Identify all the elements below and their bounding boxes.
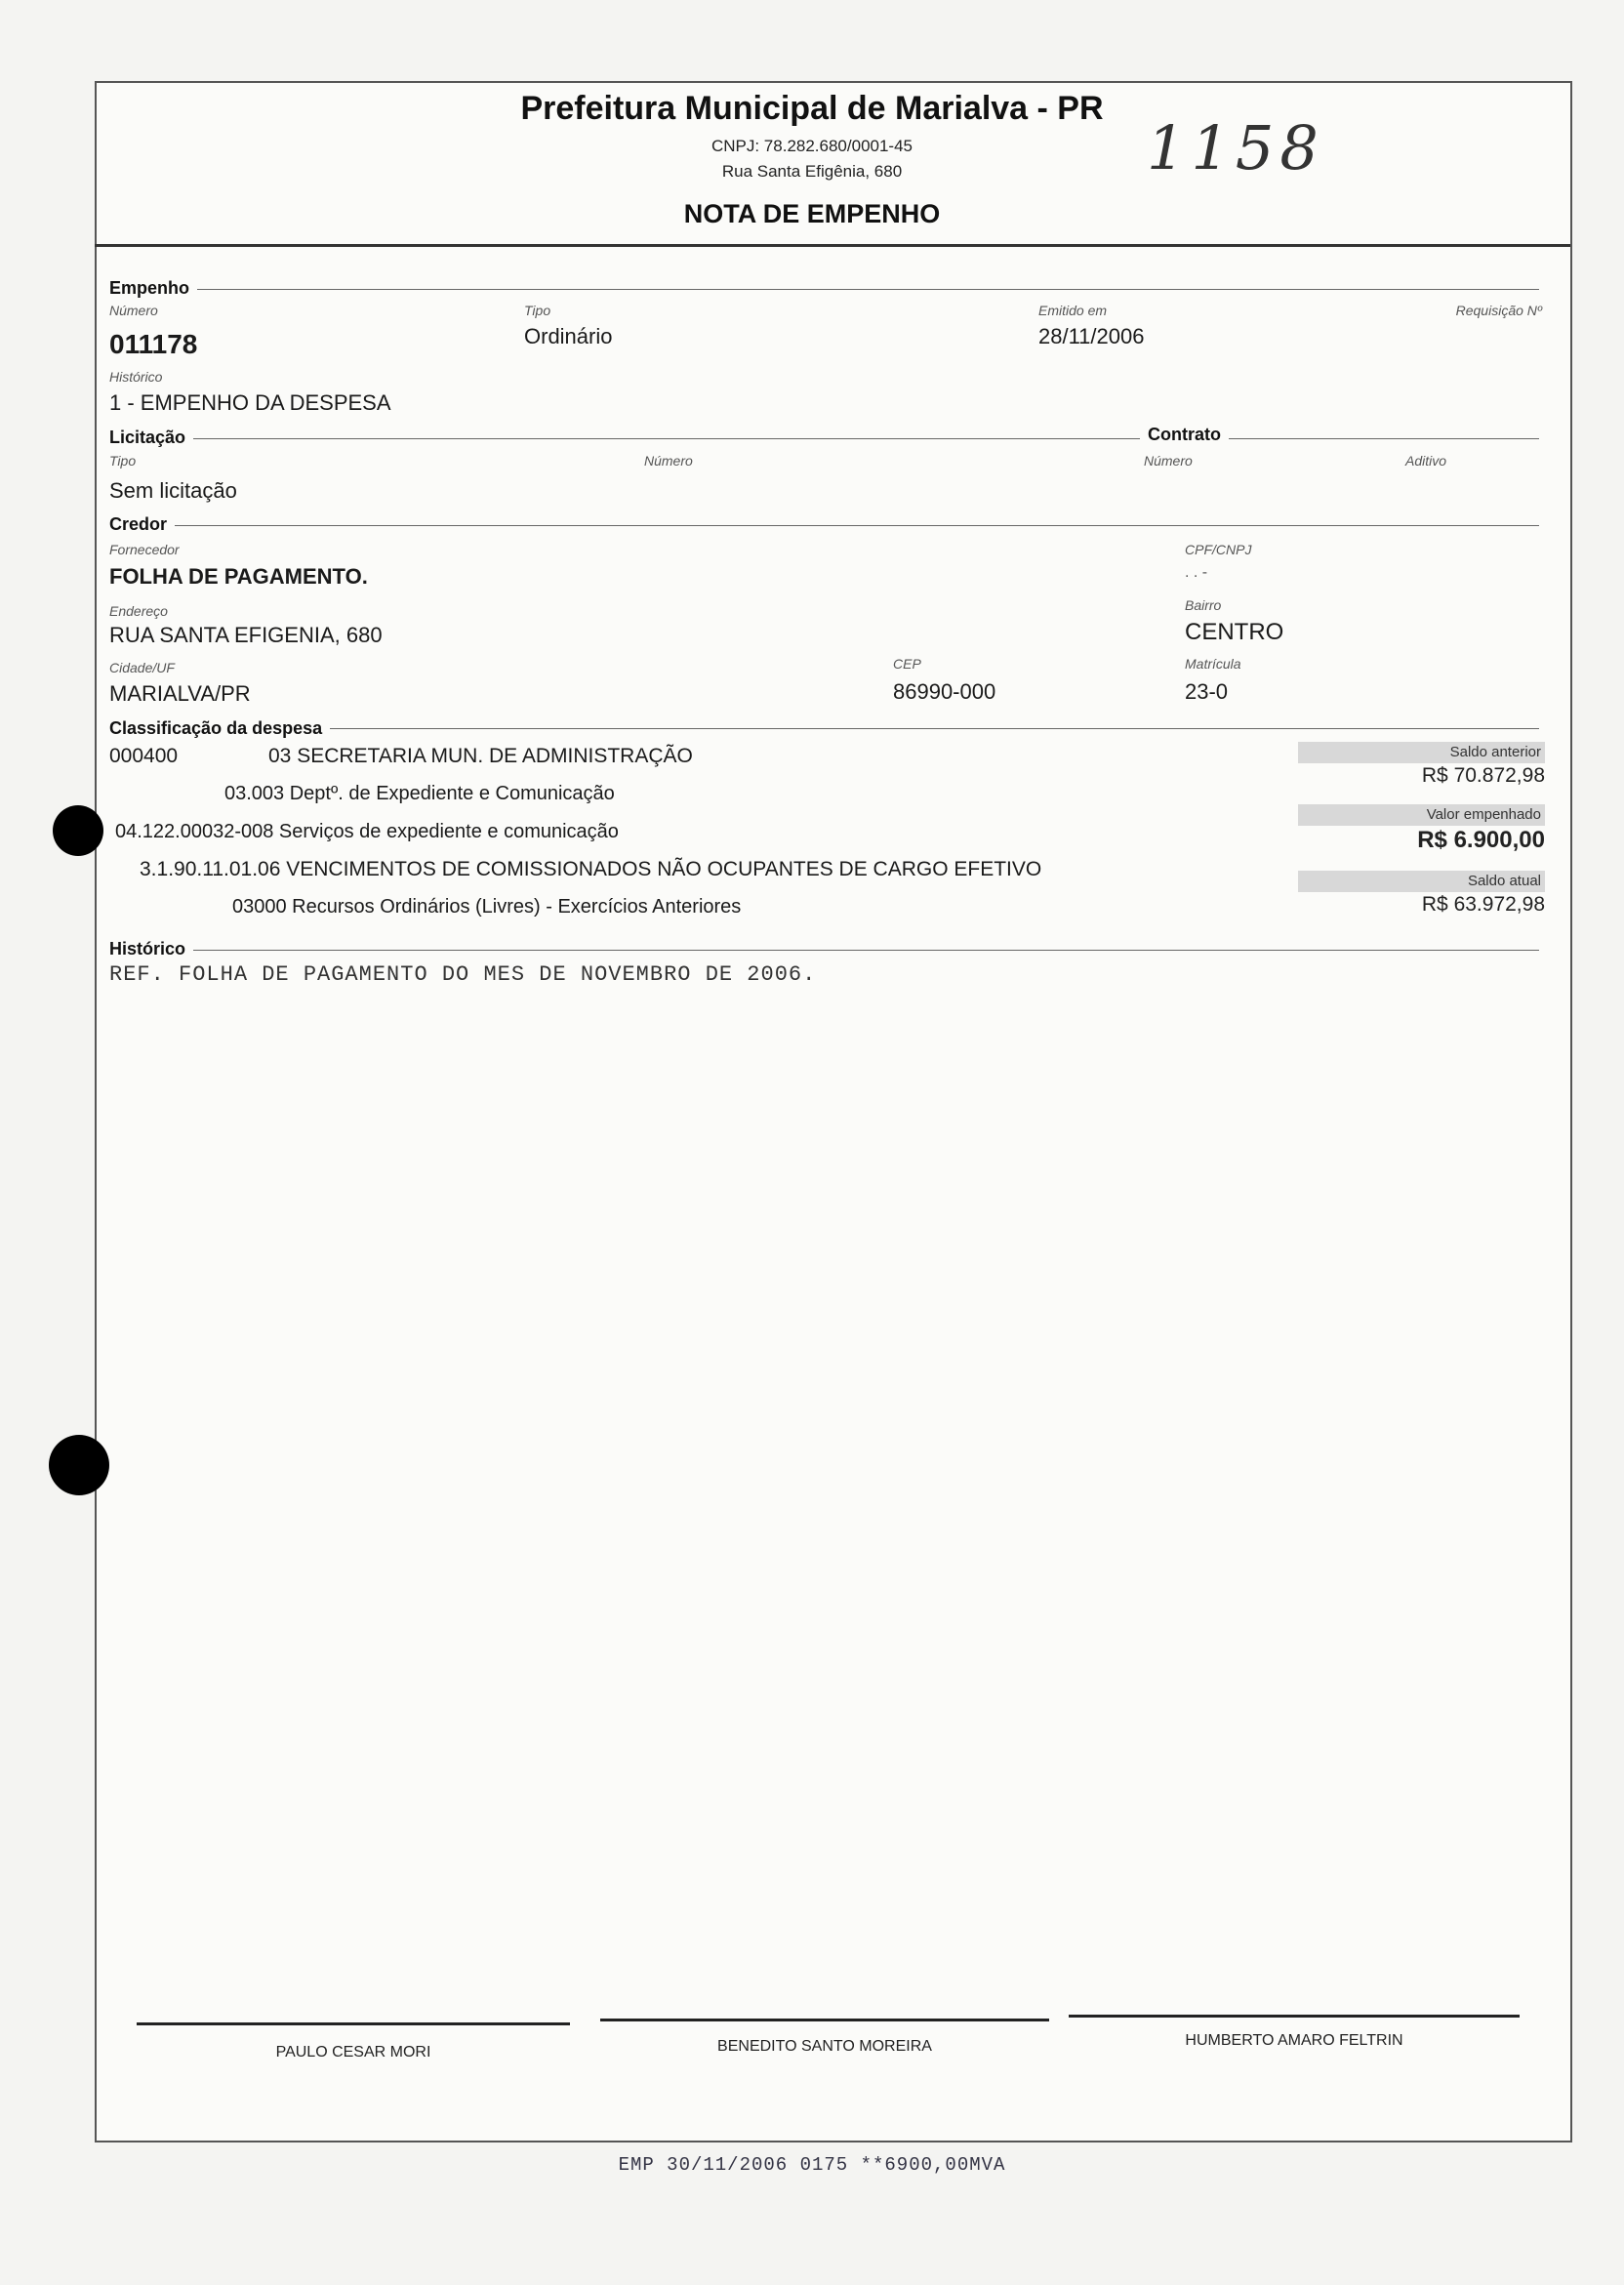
numero-label: Número <box>109 303 158 318</box>
saldo-atual-label: Saldo atual <box>1298 871 1545 892</box>
empenho-numero: 011178 <box>109 329 198 359</box>
bairro-label: Bairro <box>1185 597 1222 613</box>
saldo-anterior-value: R$ 70.872,98 <box>1421 764 1545 787</box>
cnpj-text: CNPJ: 78.282.680/0001-45 <box>710 137 914 155</box>
credor-cpf: . . - <box>1185 564 1208 581</box>
credor-matricula: 23-0 <box>1185 679 1229 704</box>
empenho-section-title: Empenho <box>109 278 197 299</box>
signature-line-1 <box>137 2022 570 2025</box>
cidade-label: Cidade/UF <box>109 660 175 675</box>
contrato-numero-label: Número <box>1144 453 1193 469</box>
valor-empenhado-label: Valor empenhado <box>1298 804 1545 826</box>
classificacao-unidade: 03.003 Deptº. de Expediente e Comunicação <box>224 783 615 804</box>
saldo-anterior-label: Saldo anterior <box>1298 742 1545 763</box>
punch-hole-bottom <box>49 1435 109 1495</box>
historico-text: REF. FOLHA DE PAGAMENTO DO MES DE NOVEMBRO DE 2006. <box>109 962 817 987</box>
tipo-label: Tipo <box>524 303 551 318</box>
endereco-label: Endereço <box>109 603 168 619</box>
contrato-section-title: Contrato <box>1140 425 1229 445</box>
cpf-label: CPF/CNPJ <box>1185 542 1252 557</box>
saldo-atual-value: R$ 63.972,98 <box>1421 893 1545 916</box>
signature-name-1: PAULO CESAR MORI <box>275 2044 431 2061</box>
classificacao-recurso: 03000 Recursos Ordinários (Livres) - Exercícios Anteriores <box>232 896 742 918</box>
signature-name-2: BENEDITO SANTO MOREIRA <box>717 2038 932 2055</box>
classificacao-funcional: 04.122.00032-008 Serviços de expediente e comunicação <box>115 821 619 842</box>
cep-label: CEP <box>893 656 921 672</box>
contrato-aditivo-label: Aditivo <box>1405 453 1447 469</box>
empenho-tipo: Ordinário <box>524 324 613 348</box>
emitido-label: Emitido em <box>1038 303 1108 318</box>
licitacao-section-title: Licitação <box>109 428 193 448</box>
licitacao-rule <box>109 438 1539 439</box>
document-title: NOTA DE EMPENHO <box>683 199 941 228</box>
credor-cep: 86990-000 <box>893 679 996 704</box>
credor-endereco: RUA SANTA EFIGENIA, 680 <box>109 623 383 647</box>
punch-hole-top <box>53 805 103 856</box>
requisicao-label: Requisição Nº <box>1455 303 1542 318</box>
licitacao-numero-label: Número <box>644 453 693 469</box>
licitacao-tipo-label: Tipo <box>109 453 137 469</box>
valor-empenhado-value: R$ 6.900,00 <box>1417 827 1545 853</box>
credor-rule <box>109 525 1539 526</box>
signature-name-3: HUMBERTO AMARO FELTRIN <box>1185 2032 1403 2049</box>
empenho-emitido: 28/11/2006 <box>1038 324 1145 348</box>
empenho-rule <box>109 289 1539 290</box>
credor-section-title: Credor <box>109 514 175 535</box>
signature-line-3 <box>1069 2015 1520 2018</box>
credor-cidade: MARIALVA/PR <box>109 681 251 706</box>
historico-label: Histórico <box>109 369 163 385</box>
classificacao-section-title: Classificação da despesa <box>109 718 330 739</box>
historico-rule <box>109 950 1539 951</box>
classificacao-orgao: 03 SECRETARIA MUN. DE ADMINISTRAÇÃO <box>268 745 693 767</box>
credor-fornecedor: FOLHA DE PAGAMENTO. <box>109 564 368 589</box>
matricula-label: Matrícula <box>1185 656 1241 672</box>
licitacao-tipo: Sem licitação <box>109 478 237 503</box>
handwritten-number: 1158 <box>1147 112 1324 184</box>
signature-line-2 <box>600 2019 1049 2021</box>
page-title: Prefeitura Municipal de Marialva - PR <box>520 90 1104 127</box>
fornecedor-label: Fornecedor <box>109 542 180 557</box>
empenho-historico: 1 - EMPENHO DA DESPESA <box>109 390 391 415</box>
classificacao-elemento: 3.1.90.11.01.06 VENCIMENTOS DE COMISSIONADOS NÃO OCUPANTES DE CARGO EFETIVO <box>140 858 1042 880</box>
header-divider <box>95 244 1570 247</box>
credor-bairro: CENTRO <box>1185 619 1284 645</box>
address-text: Rua Santa Efigênia, 680 <box>721 162 903 181</box>
classificacao-code: 000400 <box>109 745 179 767</box>
footer-stamp: EMP 30/11/2006 0175 **6900,00MVA <box>618 2154 1006 2176</box>
historico-section-title: Histórico <box>109 939 193 959</box>
